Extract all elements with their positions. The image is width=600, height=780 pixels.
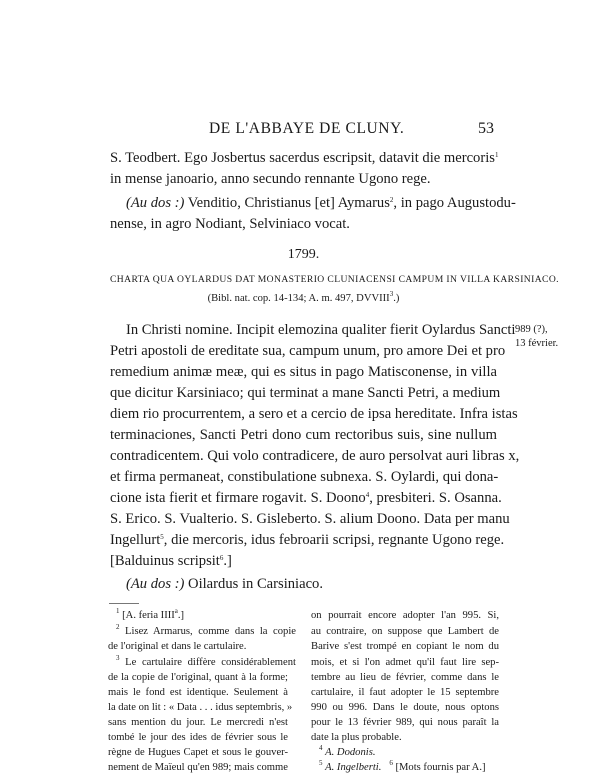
charter-line-2: Petri apostoli de ereditate sua, campum unum, pro amore Dei et pro [110,343,506,359]
charter-line-1: In Christi nomine. Incipit elemozina qualiter fierit Oylardus Sancti [126,322,516,338]
footnote-line: de l'original et dans le cartulaire. [108,641,247,652]
footnote-rule [109,603,139,604]
charter-rubric: CHARTA QUA OYLARDUS DAT MONASTERIO CLUNIACENSI CAMPUM IN VILLA KARSINIACO. [110,274,559,285]
footnote-line: règne de Hugues Capet et sous le gouver- [108,747,288,758]
charter-line-7: contradicentem. Qui volo contradicere, de auro persolvat auri libras x, [110,448,520,464]
footnote-line: sans mention du jour. Le mercredi n'est [108,717,288,728]
prev-dorse-line-1: (Au dos :) Venditio, Christianus [et] Aymarus$^2$, in pago Augustodu- [126,195,516,211]
page-number: 53 [478,120,494,137]
footnote-line: date la plus probable. [311,732,402,743]
footnote-5-6: $^5$ A. Ingelberti. $^6$ [Mots fournis par A.] [319,759,486,773]
charter-line-6: terminaciones, Sancti Petri dono cum rectoribus suis, sine nullum [110,427,497,443]
charter-source: (Bibl. nat. cop. 14-134; A. m. 497, DVVIII$^3$.) [207,290,400,304]
running-head: DE L'ABBAYE DE CLUNY. [209,120,405,137]
charter-line-10: S. Erico. S. Vualterio. S. Gisleberto. S. alium Doono. Data per manu [110,511,510,527]
footnote-3: $^3$ Le cartulaire diffère considérablement [116,654,296,668]
footnote-line: mais le fond est identique. Seulement à [108,687,288,698]
footnote-line: mois, et si l'on admet qu'il faut lire sep- [311,657,499,668]
charter-line-11: Ingellurt$^5$, die mercoris, idus febroarii scripsi, regnante Ugono rege. [110,532,505,548]
footnote-line: Barive s'est trompé en copiant le nom du [311,641,499,652]
note-ref[interactable]: 6 [219,554,224,562]
note-ref[interactable]: 5 [160,533,164,541]
footnote-line: tembre au lieu de février, comme dans le [311,672,499,683]
footnote-line: on pourrait encore adopter l'an 995. Si, [311,610,499,621]
footnote-2: $^2$ Lisez Armarus, comme dans la copie [116,623,296,637]
footnote-4: $^4$ A. Dodonis. [319,744,376,758]
footnote-line: 990 ou 996. Dans le doute, nous optons [311,702,499,713]
footnote-line: nement de Maïeul qu'en 989; mais comme [108,762,288,773]
footnote-line: la date on lit : « Data . . . idus septembris, » [108,702,293,713]
note-ref[interactable]: 1 [494,151,499,159]
note-ref[interactable]: 3 [389,290,394,298]
footnote-line: pour le 13 février 989, qui nous paraît la [311,717,499,728]
charter-line-12: [Balduinus scripsit$^6$.] [110,553,497,570]
charter-number: 1799. [287,247,320,262]
charter-dorse: (Au dos :) Oilardus in Carsiniaco. [126,576,323,592]
footnote-line: de la copie de l'original, quant à la forme; [108,672,288,683]
footnote-line: au contraire, on suppose que Lambert de [311,626,499,637]
note-ref[interactable]: 4 [365,491,370,499]
charter-line-4: que dicitur Karsiniaco; qui terminat a mane Sancti Petri, a medium [110,385,501,401]
footnote-line: tombé le jour des ides de février sous le [108,732,288,743]
prev-dorse-line-2: nense, in agro Nodiant, Selviniaco vocat. [110,216,350,232]
footnote-line: cartulaire, il faut adopter le 15 septembre [311,687,499,698]
charter-line-9: cione ista fierit et firmare rogavit. S. Doono$^4$, presbiteri. S. Osanna. [110,490,502,506]
prev-charter-line-2: in mense janoario, anno secundo rennante Ugono rege. [110,171,431,187]
footnote-1: $^1$ [A. feria IIII$^a$.] [116,607,185,621]
charter-line-8: et firma permaneat, constibulatione subnexa. S. Oylardi, qui dona- [110,469,499,485]
prev-charter-line-1: S. Teodbert. Ego Josbertus sacerdus escripsit, datavit die mercoris$^1$ [110,150,499,166]
note-ref[interactable]: 2 [389,196,394,204]
charter-line-3: remedium animæ meæ, qui es situs in pago Matisconense, in villa [110,364,497,380]
date-margin-note: 989 (?), 13 février. [515,324,559,349]
charter-line-5: diem rio procurrentem, a sero et a cercio de ipsa hereditate. Infra istas [110,406,518,422]
